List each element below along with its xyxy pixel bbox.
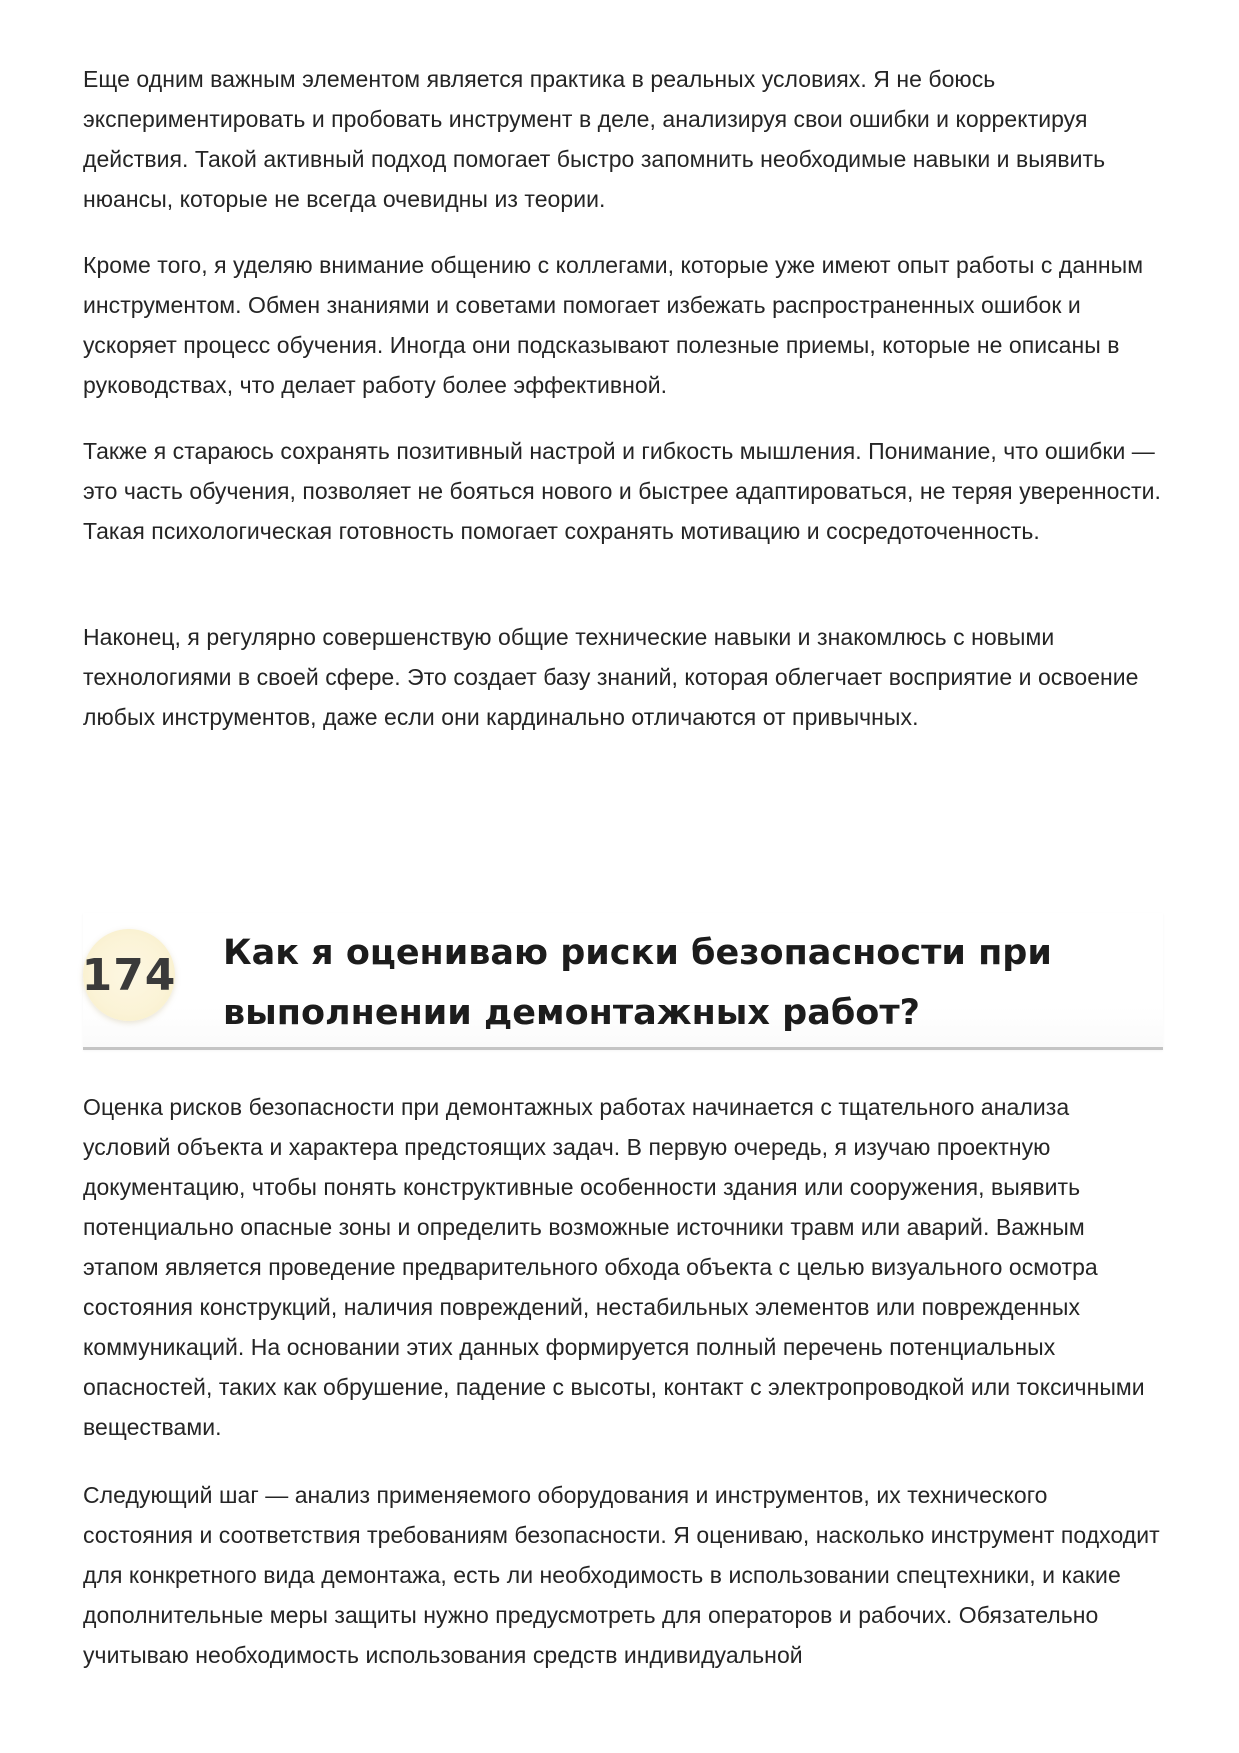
body-paragraph: Еще одним важным элементом является практика в реальных условиях. Я не боюсь экспериментировать и пробовать инструмент в деле, анализируя свои ошибки и корректируя действия. Такой активный подход помогает быстро запомнить необходимые навыки и выявить нюансы, которые не всегда очевидны из теории. bbox=[83, 66, 1106, 212]
body-paragraph: Кроме того, я уделяю внимание общению с коллегами, которые уже имеют опыт работы с данным инструментом. Обмен знаниями и советами помогает избежать распространенных ошибок и ускоряет процесс обучения. Иногда они подсказывают полезные приемы, которые не описаны в руководствах, что делает работу более эффективной. bbox=[83, 252, 1144, 398]
body-paragraph: Также я стараюсь сохранять позитивный настрой и гибкость мышления. Понимание, что ошибки — это часть обучения, позволяет не бояться нового и быстрее адаптироваться, не теряя уверенности. Такая психологическая готовность помогает сохранять мотивацию и сосредоточенность. bbox=[83, 438, 1161, 544]
body-paragraph: Оценка рисков безопасности при демонтажных работах начинается с тщательного анализа условий объекта и характера предстоящих задач. В первую очередь, я изучаю проектную документацию, чтобы понять конструктивные особенности здания или сооружения, выявить потенциально опасные зоны и определить возможные источники травм или аварий. Важным этапом является проведение предварительного обхода объекта с целью визуального осмотра состояния конструкций, наличия повреждений, нестабильных элементов или поврежденных коммуникаций. На основании этих данных формируется полный перечень потенциальных опасностей, таких как обрушение, падение с высоты, контакт с электропроводкой или токсичными веществами. bbox=[83, 1094, 1145, 1440]
section-number-badge: 174 bbox=[83, 929, 175, 1021]
body-paragraph: Наконец, я регулярно совершенствую общие технические навыки и знакомлюсь с новыми технологиями в своей сфере. Это создает базу знаний, которая облегчает восприятие и освоение любых инструментов, даже если они кардинально отличаются от привычных. bbox=[83, 624, 1139, 730]
body-paragraph: Следующий шаг — анализ применяемого оборудования и инструментов, их технического состояния и соответствия требованиям безопасности. Я оцениваю, насколько инструмент подходит для конкретного вида демонтажа, есть ли необходимость в использовании спецтехники, и какие дополнительные меры защиты нужно предусмотреть для операторов и рабочих. Обязательно учитываю необходимость использования средств индивидуальной bbox=[83, 1482, 1160, 1668]
section-title: Как я оцениваю риски безопасности при выполнении демонтажных работ? bbox=[223, 933, 1052, 1033]
section-header bbox=[83, 913, 1163, 1050]
